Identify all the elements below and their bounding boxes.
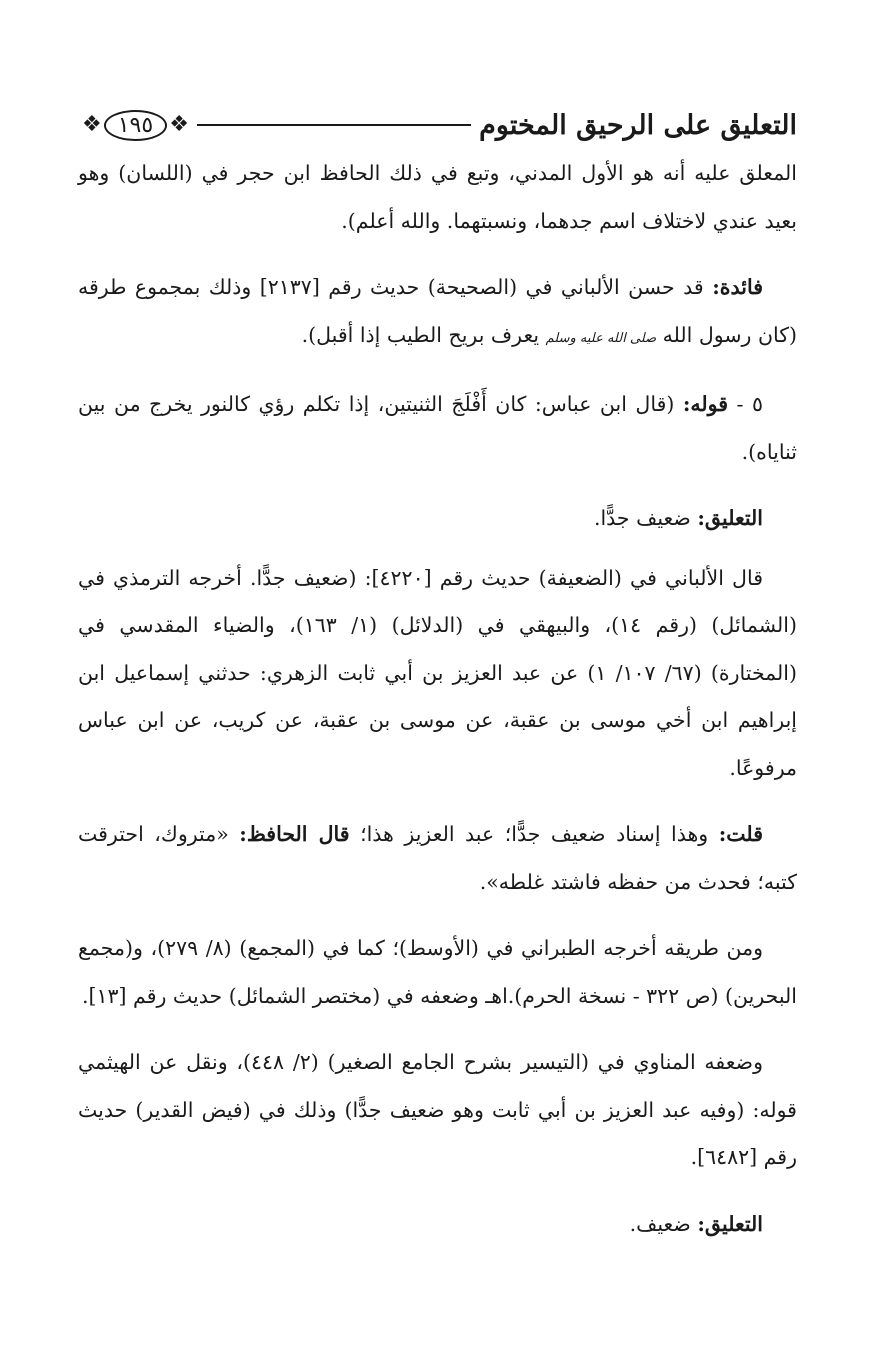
- page-number: ١٩٥: [104, 110, 167, 141]
- hafiz-label: قال الحافظ:: [239, 822, 350, 846]
- paragraph-text: قال الألباني في (الضعيفة) حديث رقم [٤٢٢٠]: (ضعيف جدًّا. أخرجه الترمذي في (الشمائل) (رقم ١٤)، والبيهقي في (الدلائل) (١/ ١٦٣)، والضياء المقدسي في (المختارة) (٦٧/ ١٠٧/ ١) عن عبد العزيز بن أبي ثابت الزهري: حدثني إسماعيل ابن إبراهيم ابن أخي موسى بن عقبة، عن موسى بن عقبة، عن كريب، عن ابن عباس مرفوعًا.: [78, 565, 797, 780]
- comment-label: التعليق:: [697, 1211, 763, 1236]
- comment-label: التعليق:: [697, 506, 763, 530]
- note-label: قلت:: [718, 822, 764, 846]
- paragraph-text: (قال ابن عباس: كان أَفْلَجَ الثنيتين، إذا تكلم رؤي كالنور يخرج من بين ثناياه).: [78, 392, 797, 464]
- paragraph-text: ضعيف جدًّا.: [593, 506, 698, 530]
- benefit-label: فائدة:: [712, 275, 764, 299]
- paragraph-albani: [78, 555, 797, 793]
- header-rule: [197, 124, 471, 126]
- salla-honorific: صلى الله عليه وسلم: [545, 330, 657, 346]
- page-body: [78, 150, 797, 1267]
- paragraph-benefit: [78, 264, 797, 362]
- paragraph-manawi: [78, 1039, 797, 1182]
- paragraph-text: يعرف بريح الطيب إذا أقبل).: [301, 322, 546, 347]
- running-header: [82, 95, 797, 155]
- page-number-badge: [82, 110, 189, 141]
- paragraph-text: ضعيف.: [629, 1211, 698, 1236]
- paragraph-text: قد حسن الألباني في (الصحيحة) حديث رقم [٢١٣٧] وذلك بمجموع طرقه (كان رسول الله: [78, 275, 797, 347]
- paragraph-comment: [78, 495, 797, 543]
- ornament-left-icon: ❖: [82, 112, 102, 137]
- book-title: التعليق على الرحيق المختوم: [479, 109, 797, 141]
- paragraph-note: [78, 811, 797, 906]
- paragraph-quote-5: [78, 381, 797, 476]
- paragraph-text: ومن طريقه أخرجه الطبراني في (الأوسط)؛ كما في (المجمع) (٨/ ٢٧٩)، و(مجمع البحرين) (ص ٣٢٢ - نسخة الحرم).اهـ وضعفه في (مختصر الشمائل) حديث رقم [١٣].: [78, 936, 797, 1008]
- item-number: ٥ -: [728, 392, 763, 416]
- ornament-right-icon: ❖: [169, 112, 189, 137]
- paragraph-tabarani: [78, 925, 797, 1020]
- quote-label: قوله:: [682, 392, 729, 416]
- paragraph-continuation: [78, 150, 797, 245]
- paragraph-text: وهذا إسناد ضعيف جدًّا؛ عبد العزيز هذا؛: [349, 822, 719, 846]
- paragraph-comment-final: [78, 1201, 797, 1249]
- paragraph-text: وضعفه المناوي في (التيسير بشرح الجامع الصغير) (٢/ ٤٤٨)، ونقل عن الهيثمي قوله: (وفيه عبد العزيز بن أبي ثابت وهو ضعيف جدًّا) وذلك في (فيض القدير) حديث رقم [٦٤٨٢].: [78, 1050, 797, 1169]
- paragraph-text: المعلق عليه أنه هو الأول المدني، وتبع في ذلك الحافظ ابن حجر في (اللسان) وهو بعيد عندي لاختلاف اسم جدهما، ونسبتهما. والله أعلم).: [78, 161, 797, 233]
- paragraph-text: «متروك، احترقت كتبه؛ فحدث من حفظه فاشتد غلطه».: [78, 822, 797, 894]
